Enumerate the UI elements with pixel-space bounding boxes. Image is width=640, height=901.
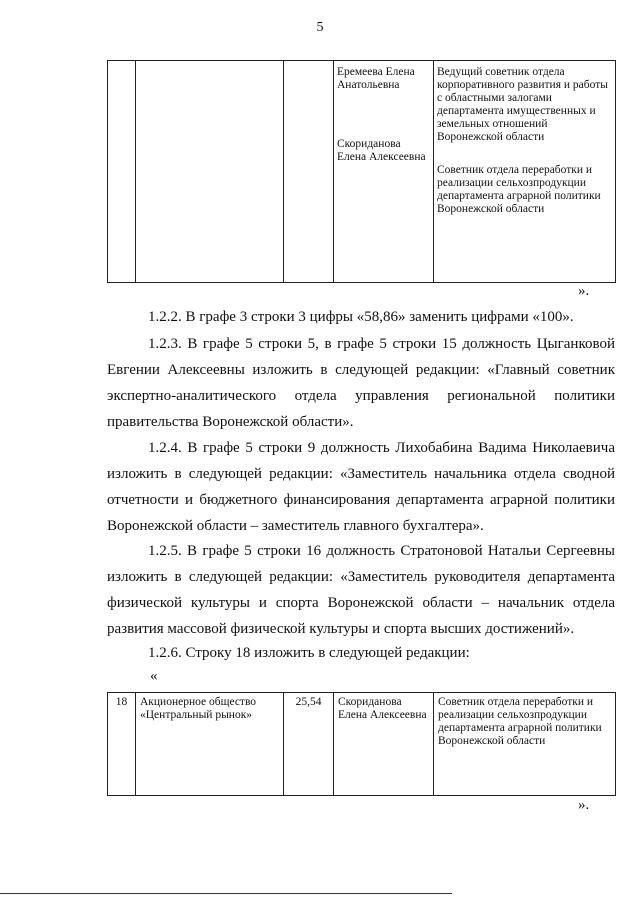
closing-quote: ». <box>578 283 590 299</box>
closing-quote: ». <box>578 797 590 813</box>
table-row <box>108 693 616 796</box>
organization-name: Акционерное общество «Центральный рынок» <box>136 693 284 796</box>
opening-quote: « <box>150 668 158 684</box>
paragraph-line: Воронежской области – заместитель главного бухгалтера». <box>107 518 484 534</box>
table-cell-org <box>136 61 284 283</box>
paragraph-line: развития массовой физической культуры и спорта высших достижений». <box>107 621 575 637</box>
share-value: 25,54 <box>284 693 334 796</box>
page-number: 5 <box>316 20 324 35</box>
person-name: Еремеева Елена Анатольевна <box>337 66 415 91</box>
paragraph-line: Евгении Алексеевны изложить в следующей редакции: «Главный советник <box>107 362 615 378</box>
paragraph-line: 1.2.5. В графе 5 строки 16 должность Стратоновой Натальи Сергеевны <box>148 543 615 559</box>
paragraph-line: 1.2.3. В графе 5 строки 5, в графе 5 строки 15 должность Цыганковой <box>148 336 615 352</box>
person-position: Советник отдела переработки и реализации сельхозпродукции департамента аграрной политики Воронежской области <box>437 164 601 215</box>
replacement-row-table <box>107 692 616 796</box>
paragraph-1-2-6 <box>107 640 615 666</box>
person-name: Скориданова Елена Алексеевна <box>334 693 434 796</box>
person-position: Советник отдела переработки и реализации сельхозпродукции департамента аграрной политики Воронежской области <box>434 693 616 796</box>
row-number: 18 <box>108 693 136 796</box>
paragraph-1-2-4 <box>107 435 615 539</box>
table-cell-names <box>334 61 434 283</box>
paragraph-line: 1.2.4. В графе 5 строки 9 должность Лихобабина Вадима Николаевича <box>148 440 615 456</box>
person-position: Ведущий советник отдела корпоративного развития и работы с областными залогами департамента имущественных и земельных отношений Воронежской области <box>437 66 608 143</box>
paragraph-line: правительства Воронежской области». <box>107 414 354 430</box>
paragraph-text: 1.2.6. Строку 18 изложить в следующей редакции: <box>148 645 470 661</box>
table-row <box>108 61 616 283</box>
paragraph-line: изложить в следующей редакции: «Заместитель руководителя департамента <box>107 569 615 585</box>
person-name: Скориданова Елена Алексеевна <box>337 138 426 163</box>
continued-table <box>107 60 616 283</box>
table-cell-num <box>108 61 136 283</box>
paragraph-1-2-5 <box>107 538 615 642</box>
paragraph-text: 1.2.2. В графе 3 строки 3 цифры «58,86» заменить цифрами «100». <box>148 309 574 325</box>
table-cell-value <box>284 61 334 283</box>
paragraph-1-2-3 <box>107 331 615 435</box>
paragraph-line: изложить в следующей редакции: «Заместитель начальника отдела сводной <box>107 466 615 482</box>
paragraph-line: экспертно-аналитического отдела управления региональной политики <box>107 388 615 404</box>
paragraph-line: физической культуры и спорта Воронежской области – начальник отдела <box>107 595 615 611</box>
footer-divider <box>0 893 452 894</box>
table-cell-positions <box>434 61 616 283</box>
paragraph-1-2-2 <box>107 304 615 330</box>
paragraph-line: отчетности и бюджетного финансирования департамента аграрной политики <box>107 492 615 508</box>
